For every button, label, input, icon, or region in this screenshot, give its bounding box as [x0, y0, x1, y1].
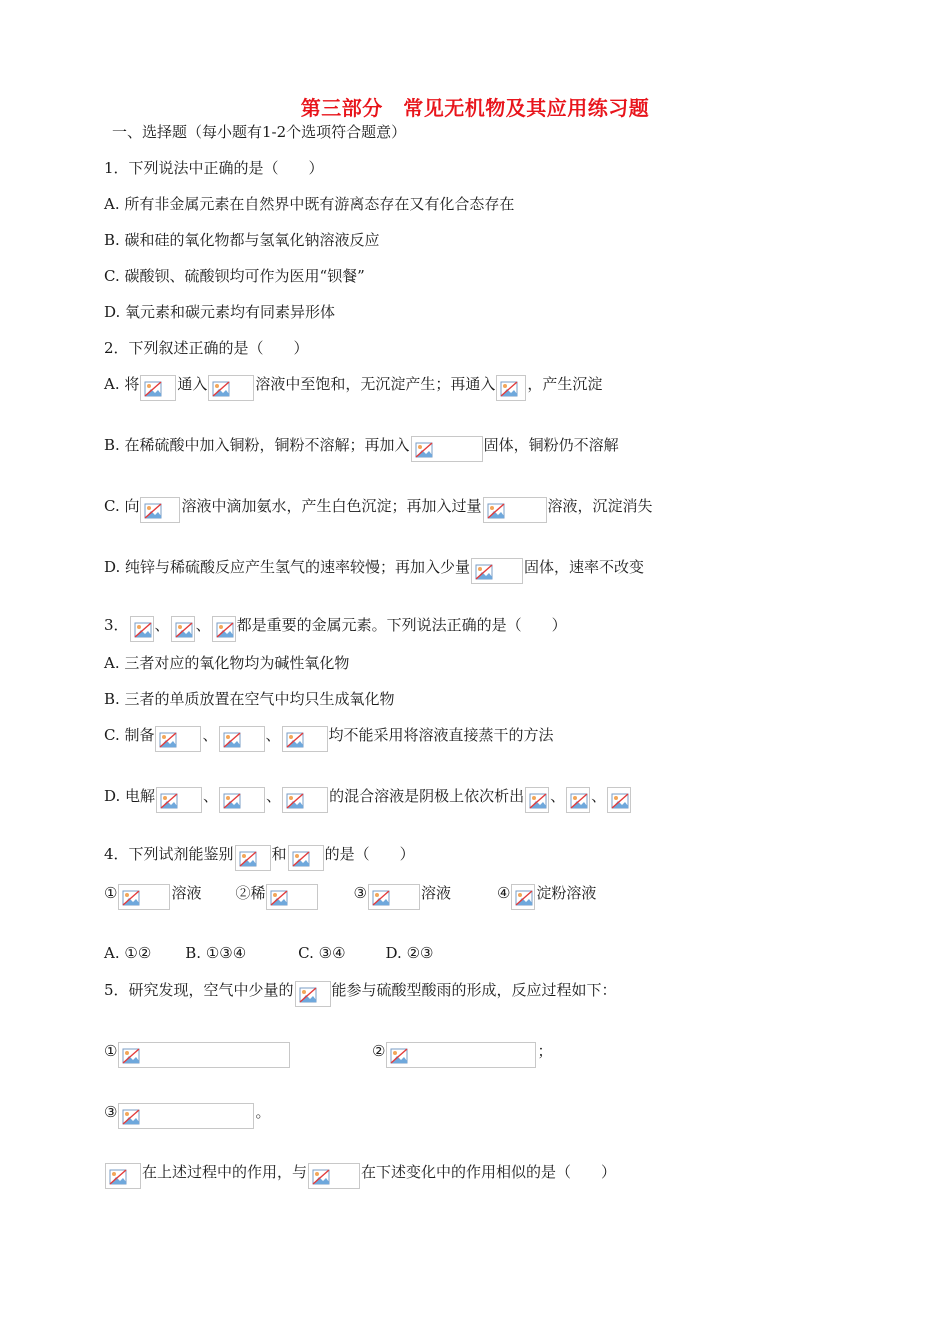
text: 。 [255, 1103, 271, 1121]
broken-image-icon [496, 375, 526, 401]
answer-c: C. ③④ [298, 944, 346, 962]
broken-image-icon [134, 621, 152, 639]
broken-image-icon [525, 787, 549, 813]
broken-image-icon [105, 1163, 141, 1189]
broken-image-icon [235, 845, 271, 871]
broken-image-icon [223, 792, 241, 810]
q5-reaction-3 [104, 1099, 270, 1125]
text: ① [104, 1042, 118, 1060]
text: ； [537, 1042, 553, 1060]
answer-b: B. ①③④ [185, 944, 247, 962]
broken-image-icon [122, 889, 140, 907]
q1-option-c: C. 碳酸钡、硫酸钡均可作为医用“钡餐” [104, 267, 365, 285]
text: 、 [203, 787, 219, 805]
text: 4．下列试剂能鉴别 [104, 845, 234, 863]
broken-image-icon [299, 986, 317, 1004]
broken-image-icon [288, 845, 324, 871]
broken-image-icon [155, 726, 201, 752]
text: 溶液 [420, 884, 451, 902]
text: ② [372, 1042, 386, 1060]
broken-image-icon [570, 792, 588, 810]
text: 和 [271, 845, 287, 863]
q5-tail [104, 1159, 616, 1185]
broken-image-icon [216, 621, 234, 639]
section-heading: 一、选择题（每小题有1-2个选项符合题意） [112, 123, 407, 141]
q4-reagents [104, 880, 596, 906]
answer-a: A. ①② [104, 944, 152, 962]
q2-option-a [104, 371, 602, 397]
q5-reaction-1 [104, 1038, 291, 1064]
broken-image-icon [511, 884, 535, 910]
text: 都是重要的金属元素。下列说法正确的是（ ） [236, 616, 567, 634]
q1-option-a: A. 所有非金属元素在自然界中既有游离态存在又有化合态存在 [104, 195, 515, 213]
broken-image-icon [118, 884, 170, 910]
q3-option-c [104, 722, 554, 748]
broken-image-icon [295, 981, 331, 1007]
q2-option-b [104, 432, 619, 458]
broken-image-icon [312, 1168, 330, 1186]
text: D. 电解 [104, 787, 156, 805]
text: 、 [202, 726, 218, 744]
broken-image-icon [219, 726, 265, 752]
q5-stem [104, 977, 617, 1003]
broken-image-icon [368, 884, 420, 910]
broken-image-icon [208, 375, 254, 401]
q4-stem [104, 841, 415, 867]
text: B. 在稀硫酸中加入铜粉，铜粉不溶解；再加入 [104, 436, 410, 454]
text: 、 [266, 787, 282, 805]
text: D. 纯锌与稀硫酸反应产生氢气的速率较慢；再加入少量 [104, 558, 471, 576]
broken-image-icon [529, 792, 547, 810]
broken-image-icon [411, 436, 483, 462]
broken-image-icon [611, 792, 629, 810]
text: C. 制备 [104, 726, 155, 744]
text: ②稀 [235, 884, 266, 902]
text: 溶液中滴加氨水，产生白色沉淀；再加入过量 [181, 497, 482, 515]
q5-reaction-2 [372, 1038, 552, 1064]
q4-answers [104, 940, 433, 966]
broken-image-icon [390, 1047, 408, 1065]
q2-option-c [104, 493, 653, 519]
broken-image-icon [223, 731, 241, 749]
broken-image-icon [415, 441, 433, 459]
broken-image-icon [607, 787, 631, 813]
text: 、 [195, 616, 211, 634]
q1-option-b: B. 碳和硅的氧化物都与氢氧化钠溶液反应 [104, 231, 380, 249]
text: C. 向 [104, 497, 140, 515]
q1-option-d: D. 氧元素和碳元素均有同素异形体 [104, 303, 336, 321]
broken-image-icon [475, 563, 493, 581]
text: ③ [353, 884, 367, 902]
broken-image-icon [386, 1042, 536, 1068]
broken-image-icon [140, 497, 180, 523]
broken-image-icon [160, 792, 178, 810]
broken-image-icon [308, 1163, 360, 1189]
text: 在下述变化中的作用相似的是（ ） [361, 1163, 617, 1181]
text: ④ [496, 884, 511, 902]
q1-stem: 1．下列说法中正确的是（ ） [104, 159, 324, 177]
text: 5．研究发现，空气中少量的 [104, 981, 294, 999]
broken-image-icon [566, 787, 590, 813]
text: ① [104, 884, 118, 902]
text: 固体，速率不改变 [524, 558, 645, 576]
text: A. 将 [104, 375, 140, 393]
q2-stem: 2．下列叙述正确的是（ ） [104, 339, 309, 357]
broken-image-icon [372, 889, 390, 907]
text: 的是（ ） [324, 845, 415, 863]
broken-image-icon [487, 502, 505, 520]
text: 均不能采用将溶液直接蒸干的方法 [328, 726, 554, 744]
broken-image-icon [515, 889, 533, 907]
broken-image-icon [156, 787, 202, 813]
q3-option-b: B. 三者的单质放置在空气中均只生成氧化物 [104, 690, 395, 708]
broken-image-icon [239, 850, 257, 868]
broken-image-icon [140, 375, 176, 401]
text: 溶液中至饱和，无沉淀产生；再通入 [255, 375, 496, 393]
q3-option-a: A. 三者对应的氧化物均为碱性氧化物 [104, 654, 350, 672]
answer-d: D. ②③ [385, 944, 434, 962]
broken-image-icon [109, 1168, 127, 1186]
broken-image-icon [118, 1042, 290, 1068]
page-title: 第三部分 常见无机物及其应用练习题 [300, 96, 650, 120]
text: 固体，铜粉仍不溶解 [483, 436, 619, 454]
text: 、 [550, 787, 566, 805]
text: 淀粉溶液 [536, 884, 597, 902]
text: ③ [104, 1103, 118, 1121]
broken-image-icon [212, 380, 230, 398]
broken-image-icon [292, 850, 310, 868]
text: 、 [591, 787, 607, 805]
text: 、 [265, 726, 281, 744]
text: 通入 [177, 375, 208, 393]
broken-image-icon [483, 497, 547, 523]
broken-image-icon [130, 616, 154, 642]
q2-option-d [104, 554, 644, 580]
text: 、 [154, 616, 170, 634]
broken-image-icon [270, 889, 288, 907]
broken-image-icon [266, 884, 318, 910]
text: 溶液，沉淀消失 [547, 497, 653, 515]
broken-image-icon [212, 616, 236, 642]
text: ，产生沉淀 [527, 375, 603, 393]
text: 在上述过程中的作用，与 [142, 1163, 308, 1181]
text: 3． [104, 616, 129, 634]
broken-image-icon [122, 1047, 140, 1065]
q3-stem [104, 612, 567, 638]
broken-image-icon [144, 502, 162, 520]
broken-image-icon [282, 787, 328, 813]
broken-image-icon [118, 1103, 254, 1129]
broken-image-icon [175, 621, 193, 639]
broken-image-icon [286, 792, 304, 810]
broken-image-icon [171, 616, 195, 642]
broken-image-icon [219, 787, 265, 813]
broken-image-icon [122, 1108, 140, 1126]
q3-option-d [104, 783, 632, 809]
broken-image-icon [471, 558, 523, 584]
broken-image-icon [286, 731, 304, 749]
text: 的混合溶液是阴极上依次析出 [329, 787, 525, 805]
text: 溶液 [171, 884, 202, 902]
broken-image-icon [144, 380, 162, 398]
broken-image-icon [159, 731, 177, 749]
broken-image-icon [500, 380, 518, 398]
broken-image-icon [282, 726, 328, 752]
text: 能参与硫酸型酸雨的形成，反应过程如下： [331, 981, 617, 999]
